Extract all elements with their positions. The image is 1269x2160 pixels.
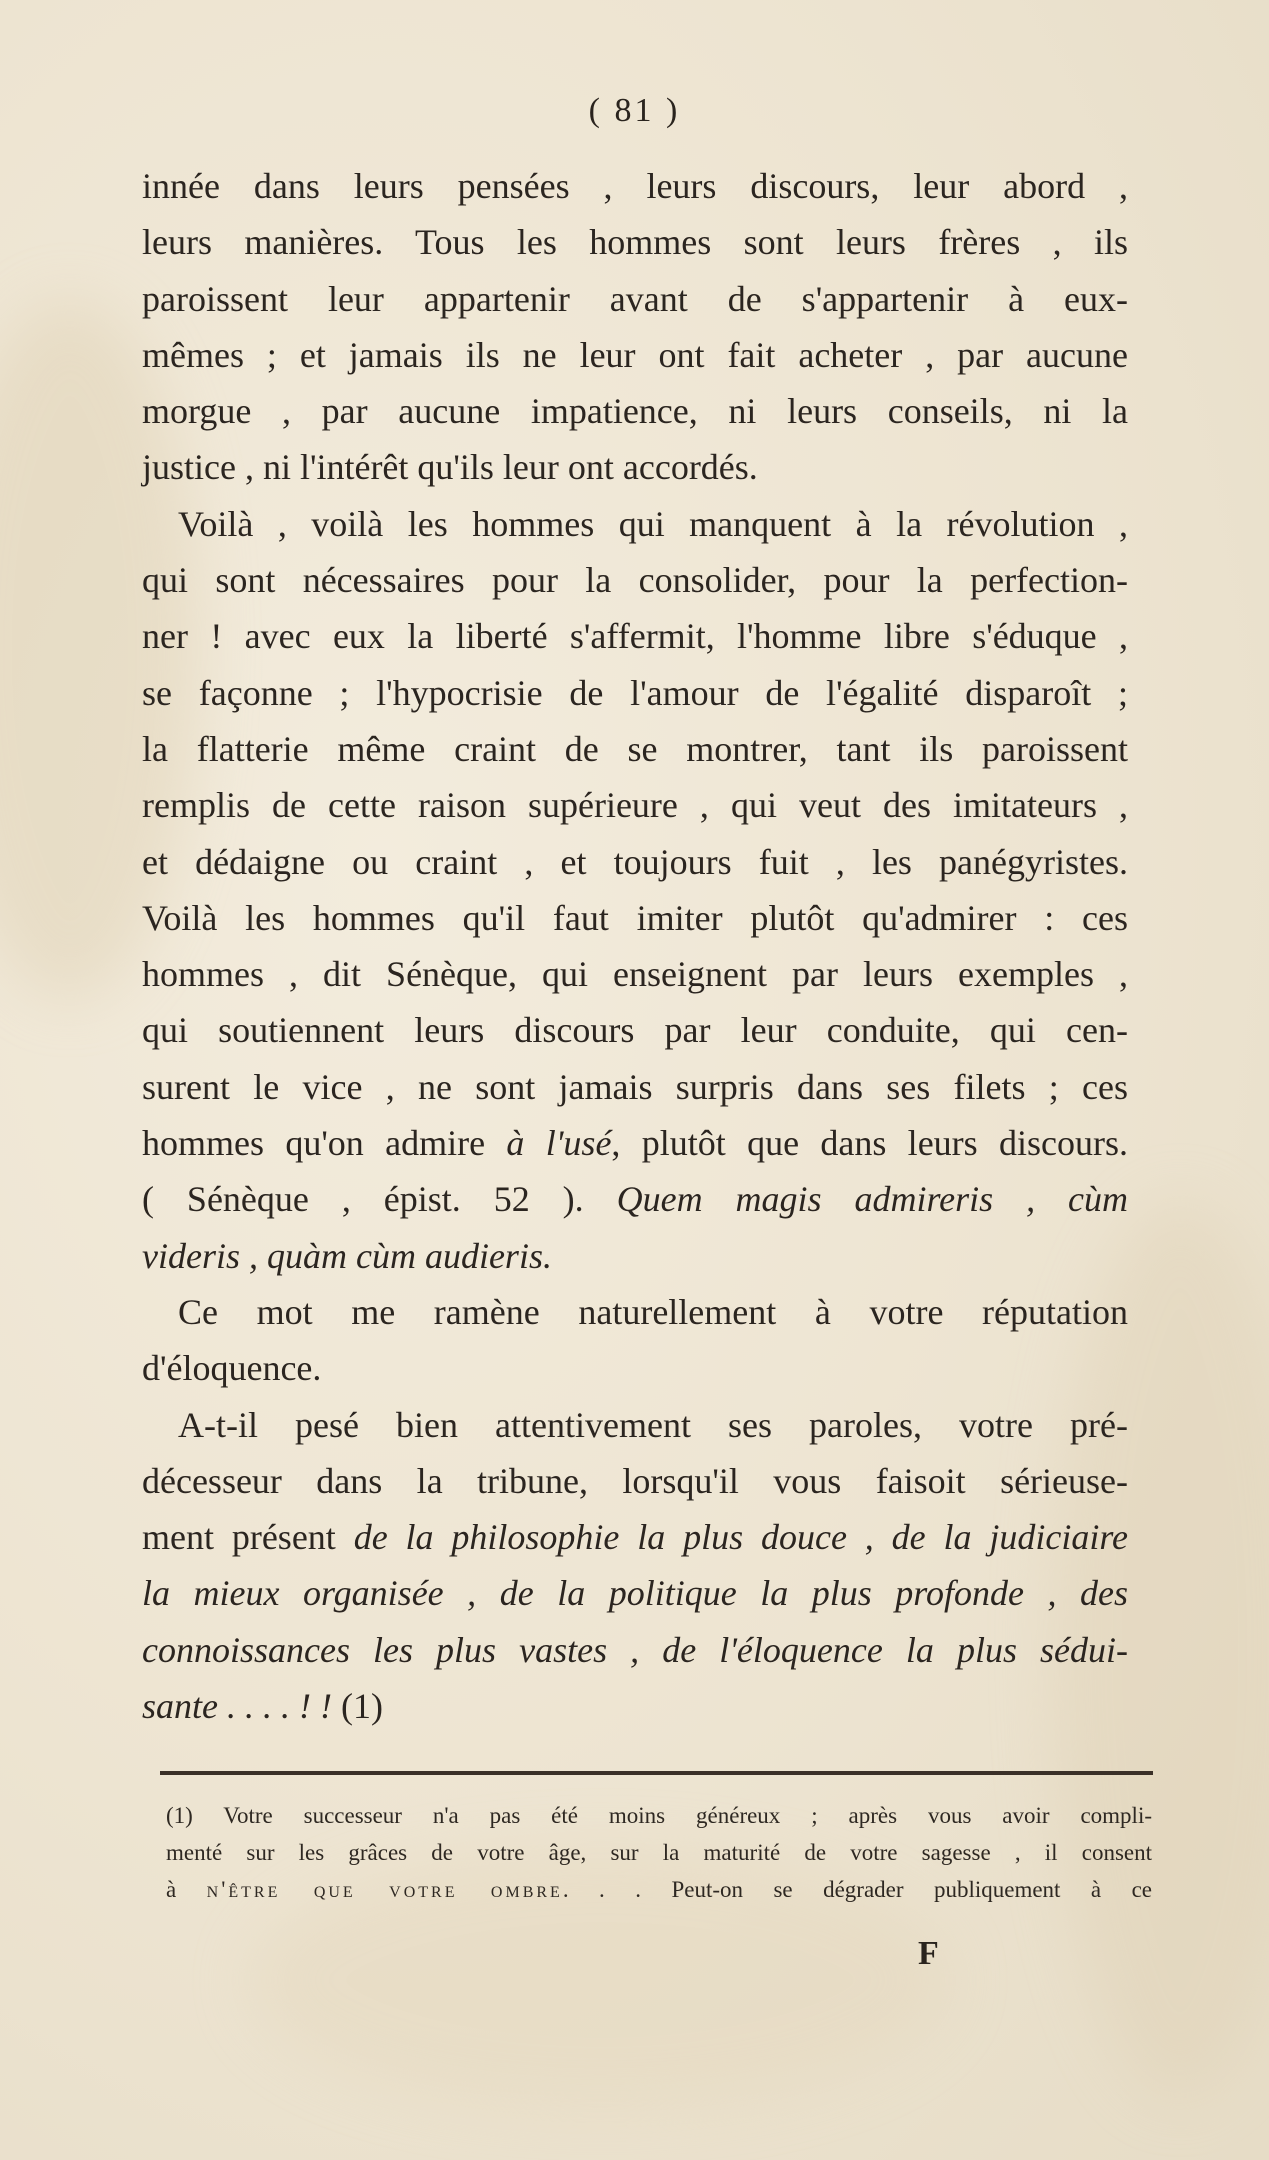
text-line: décesseur dans la tribune, lorsqu'il vous faisoit sérieuse- [142, 1460, 1128, 1501]
text-line: qui soutiennent leurs discours par leur conduite, qui cen- [142, 1010, 1128, 1051]
footnote-line: menté sur les grâces de votre âge, sur la maturité de votre sagesse , il consent [166, 1840, 1152, 1865]
footnote-line: (1) Votre successeur n'a pas été moins généreux ; après vous avoir compli- [166, 1803, 1152, 1828]
italic-run: connoissances les plus vastes , de l'éloquence la plus sédui- [142, 1629, 1128, 1670]
italic-run: à l'usé [506, 1123, 612, 1164]
text-line: qui sont nécessaires pour la consolider, pour la perfection- [142, 560, 1128, 601]
text-line: paroissent leur appartenir avant de s'appartenir à eux- [142, 278, 1128, 319]
text-run: , plutôt que dans leurs discours. [611, 1123, 1128, 1164]
text-line: se façonne ; l'hypocrisie de l'amour de l'égalité disparoît ; [142, 672, 1128, 713]
italic-run: videris , quàm cùm audieris. [142, 1235, 552, 1276]
text-line: Voilà , voilà les hommes qui manquent à la révolution , [178, 503, 1128, 544]
footnote-ref: (1) [331, 1686, 383, 1727]
text-line: ner ! avec eux la liberté s'affermit, l'homme libre s'éduque , [142, 616, 1128, 657]
text-run: . . . Peut-on se dégrader publiquement à ce [562, 1877, 1152, 1902]
text-line [142, 1509, 1128, 1565]
text-line [142, 1565, 1128, 1621]
text-line: mêmes ; et jamais ils ne leur ont fait acheter , par aucune [142, 334, 1128, 375]
small-caps-run: n'être que votre ombre [206, 1877, 563, 1902]
text-line: hommes , dit Sénèque, qui enseignent par leurs exemples , [142, 954, 1128, 995]
italic-run: sante . . . . ! ! [142, 1686, 332, 1727]
italic-run: Quem magis admireris , cùm [616, 1179, 1128, 1220]
body-text [142, 158, 1128, 1734]
text-run: ( Sénèque , épist. 52 ). [142, 1179, 584, 1220]
text-line: justice , ni l'intérêt qu'ils leur ont accordés. [142, 447, 758, 488]
text-line: Ce mot me ramène naturellement à votre réputation [178, 1291, 1128, 1332]
text-line [142, 1678, 1128, 1734]
footnote [166, 1797, 1152, 1908]
text-line: innée dans leurs pensées , leurs discours, leur abord , [142, 166, 1128, 206]
text-line [142, 1228, 1128, 1284]
text-line [142, 1171, 1128, 1227]
text-run: ment présent [142, 1517, 336, 1558]
text-line: remplis de cette raison supérieure , qui veut des imitateurs , [142, 785, 1128, 826]
page-number: ( 81 ) [588, 92, 681, 129]
text-line: la flatterie même craint de se montrer, tant ils paroissent [142, 728, 1128, 769]
text-line: d'éloquence. [142, 1348, 322, 1389]
text-run: à [166, 1877, 207, 1902]
text-line [142, 1622, 1128, 1678]
signature-mark: F [918, 1935, 939, 1972]
text-line [142, 1115, 1128, 1171]
italic-run: la mieux organisée , de la politique la plus profonde , des [142, 1573, 1128, 1614]
text-line: A-t-il pesé bien attentivement ses paroles, votre pré- [178, 1404, 1128, 1445]
text-line: morgue , par aucune impatience, ni leurs conseils, ni la [142, 391, 1128, 432]
text-line: surent le vice , ne sont jamais surpris dans ses filets ; ces [142, 1066, 1128, 1107]
text-line: Voilà les hommes qu'il faut imiter plutôt qu'admirer : ces [142, 897, 1128, 938]
footnote-divider [160, 1771, 1153, 1775]
text-line: leurs manières. Tous les hommes sont leurs frères , ils [142, 222, 1128, 263]
text-line: et dédaigne ou craint , et toujours fuit , les panégyristes. [142, 841, 1128, 882]
italic-run: de la philosophie la plus douce , de la judiciaire [353, 1517, 1128, 1558]
text-run: hommes qu'on admire [142, 1123, 486, 1164]
footnote-line [166, 1871, 1152, 1908]
